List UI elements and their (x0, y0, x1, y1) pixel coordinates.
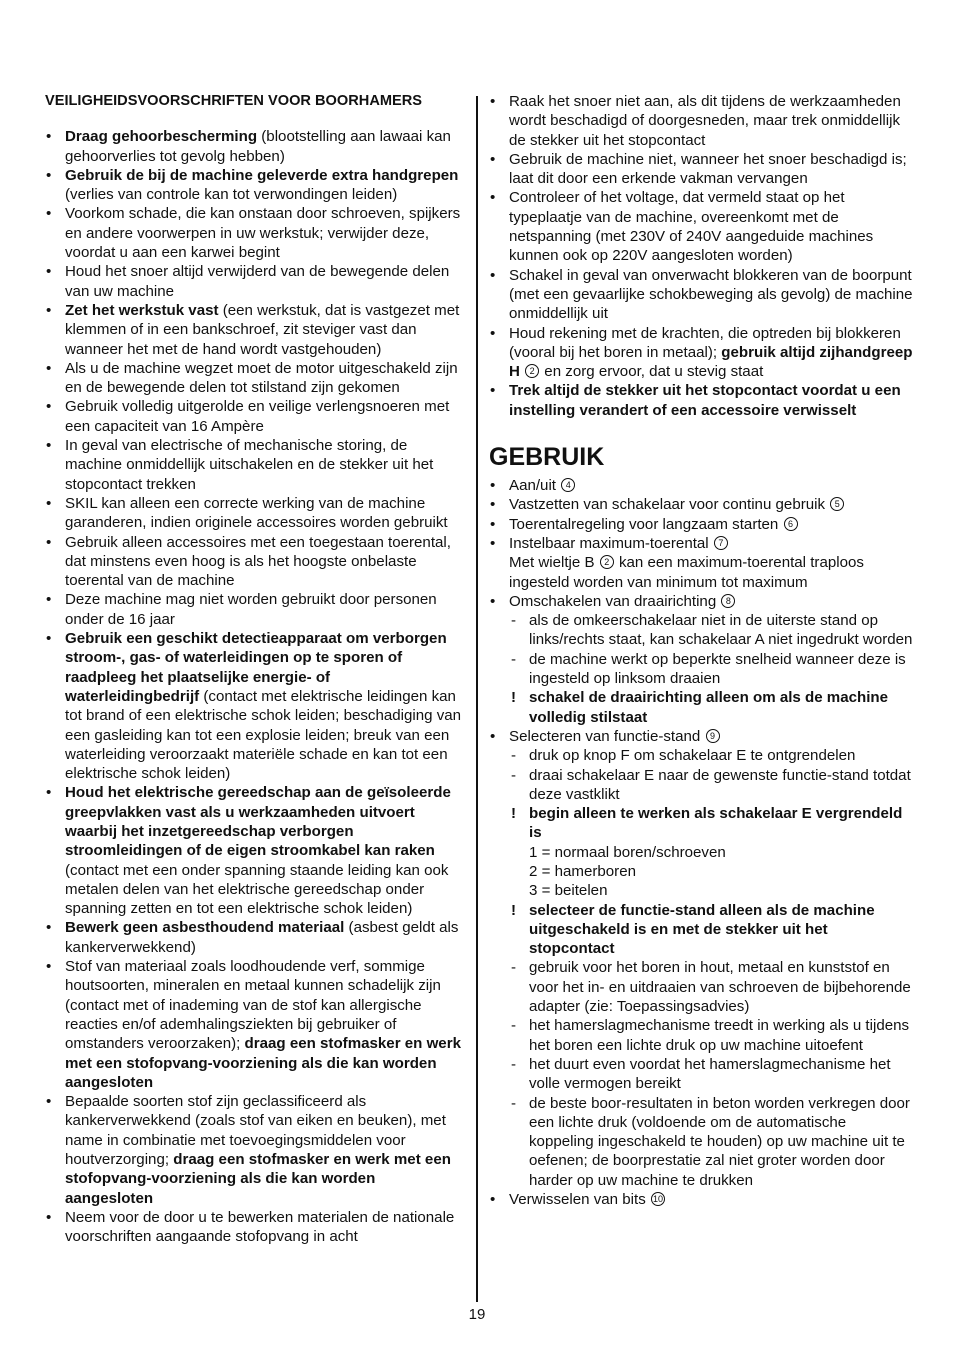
ref-number: 2 (600, 555, 614, 569)
list-item: • Schakel in geval van onverwacht blokkeren van de boorpunt (met een gevaarlijke schokbeweging als gevolg) de machine onmiddellijk uit (489, 266, 914, 324)
column-divider (476, 96, 478, 1302)
ref-number: 10 (652, 1194, 663, 1205)
ref-number: 6 (784, 517, 798, 531)
sub-item: - druk op knop F om schakelaar E te ontgrendelen (509, 746, 914, 765)
left-column (45, 92, 467, 1247)
ref-number: 5 (830, 497, 844, 511)
page-number: 19 (468, 1306, 486, 1323)
ref-number: 9 (706, 729, 720, 743)
list-item: • Gebruik alleen accessoires met een toegestaan toerental, dat minstens even hoog is als het hoogste onbelaste toerental van de machine (45, 533, 467, 591)
list-item: • Neem voor de door u te bewerken materialen de nationale voorschriften aangaande stofopvang in acht (45, 1208, 467, 1247)
list-item: • Omschakelen van draairichting 8 - als de omkeerschakelaar niet in de uiterste stand op links/rechts staat, kan schakelaar A niet ingedrukt worden - de machine werkt op beperkte snelheid wanneer deze is ingesteld op linksom draaien ! schakel de draairichting alleen om als de machine volledig stilstaat (489, 592, 914, 727)
list-item: • Houd het elektrische gereedschap aan de geïsoleerde greepvlakken vast als u werkzaamheden uitvoert waarbij het inzetgereedschap verborgen stroomleidingen of de eigen stroomkabel kan raken (contact met een onder spanning staande leiding kan ook metalen delen van het elektrische gereedschap onder spanning zetten en tot een elektrische schok leiden) (45, 783, 467, 918)
list-item: • Deze machine mag niet worden gebruikt door personen onder de 16 jaar (45, 590, 467, 629)
list-item: • Voorkom schade, die kan onstaan door schroeven, spijkers en andere voorwerpen in uw werkstuk; verwijder deze, voordat u aan een karwei begint (45, 204, 467, 262)
list-item: • Instelbaar maximum-toerental 7 Met wieltje B 2 kan een maximum-toerental traploos ingesteld worden van minimum tot maximum (489, 534, 914, 592)
list-item: • Gebruik de machine niet, wanneer het snoer beschadigd is; laat dit door een erkende vakman vervangen (489, 150, 914, 189)
sub-item: - als de omkeerschakelaar niet in de uiterste stand op links/rechts staat, kan schakelaar A niet ingedrukt worden (509, 611, 914, 650)
list-item: • Gebruik de bij de machine geleverde extra handgrepen (verlies van controle kan tot verwondingen leiden) (45, 166, 467, 205)
list-item: • Draag gehoorbescherming (blootstelling aan lawaai kan gehoorverlies tot gevolg hebben) (45, 127, 467, 166)
ref-number: 8 (721, 594, 735, 608)
list-item: • Houd rekening met de krachten, die optreden bij blokkeren (vooral bij het boren in metaal); gebruik altijd zijhandgreep H 2 en zorg ervoor, dat u stevig staat (489, 324, 914, 382)
sub-item: - gebruik voor het boren in hout, metaal en kunststof en voor het in- en uitdraaien van schroeven de bijbehorende adapter (zie: Toepassingsadvies) (509, 958, 914, 1016)
list-item: • Als u de machine wegzet moet de motor uitgeschakeld zijn en de bewegende delen tot stilstand zijn gekomen (45, 359, 467, 398)
list-item: • Aan/uit 4 (489, 476, 914, 495)
warning-item: ! selecteer de functie-stand alleen als de machine uitgeschakeld is en met de stekker uit het stopcontact (509, 901, 914, 959)
list-item: • SKIL kan alleen een correcte werking van de machine garanderen, indien originele accessoires worden gebruikt (45, 494, 467, 533)
safety-list (45, 127, 467, 1246)
safety-heading: VEILIGHEIDSVOORSCHRIFTEN VOOR BOORHAMERS (45, 93, 423, 109)
list-item: • Vastzetten van schakelaar voor continu gebruik 5 (489, 495, 914, 514)
list-item: • Controleer of het voltage, dat vermeld staat op het typeplaatje van de machine, overeenkomt met de netspanning (met 230V of 240V aangeduide machines kunnen ook op 220V aangesloten worden) (489, 188, 914, 265)
list-item: • Zet het werkstuk vast (een werkstuk, dat is vastgezet met klemmen of in een bankschroef, zit steviger vast dan wanneer het met de hand wordt vastgehouden) (45, 301, 467, 359)
list-item: • Trek altijd de stekker uit het stopcontact voordat u een instelling verandert of een accessoire verwisselt (489, 381, 914, 420)
sub-list (509, 746, 914, 1190)
sub-list (509, 611, 914, 727)
list-item: • Selecteren van functie-stand 9 - druk op knop F om schakelaar E te ontgrendelen - draai schakelaar E naar de gewenste functie-stand totdat deze vastklikt ! begin alleen te werken als schakelaar E vergrendeld is 1 = normaal boren/schroeven 2 = hamerboren 3 = beitelen ! selecteer de functie-stand alleen als de machine uitgeschakeld is en met de stekker uit het stopcontact - gebruik voor het boren in hout, metaal en kunststof en voor het in- en uitdraaien van schroeven de bijbehorende adapter (zie: Toepassingsadvies) - het hamerslagmechanisme treedt in werking als u tijdens het boren een lichte druk op uw machine uitoefent - het duurt even voordat het hamerslagmechanisme het volle vermogen bereikt - de beste boor-resultaten in beton worden verkregen door een lichte druk (voldoende om de automatische koppeling ingeschakeld te houden) op uw machine uit te oefenen; de boorprestatie zal niet groter worden door harder op uw machine te drukken (489, 727, 914, 1190)
gebruik-heading: GEBRUIK (489, 443, 605, 472)
ref-number: 4 (561, 478, 575, 492)
usage-list (489, 476, 914, 1209)
sub-item: - de beste boor-resultaten in beton worden verkregen door een lichte druk (voldoende om de automatische koppeling ingeschakeld te houden) op uw machine uit te oefenen; de boorprestatie zal niet groter worden door harder op uw machine te drukken (509, 1094, 914, 1190)
ref-number: 2 (525, 364, 539, 378)
sub-item: - draai schakelaar E naar de gewenste functie-stand totdat deze vastklikt (509, 766, 914, 805)
list-item: • Gebruik een geschikt detectieapparaat om verborgen stroom-, gas- of waterleidingen op te sporen of raadpleeg het plaatselijke energie- of waterleidingbedrijf (contact met elektrische leidingen kan tot brand of een elektrische schok leiden; beschadiging van een gasleiding kan tot een explosie leiden; breuk van een waterleiding veroorzaakt materiële schade en kan tot een elektrische schok leiden) (45, 629, 467, 783)
right-column (489, 92, 914, 1209)
safety-list-continued (489, 92, 914, 420)
sub-item: - het hamerslagmechanisme treedt in werking als u tijdens het boren een lichte druk op uw machine uitoefent (509, 1016, 914, 1055)
ref-number: 7 (714, 536, 728, 550)
list-item: • Bepaalde soorten stof zijn geclassificeerd als kankerverwekkend (zoals stof van eiken en beuken), met name in combinatie met toevoegingsmiddelen voor houtverzorging; draag een stofmasker en werk met een stofopvang-voorziening als die kan worden aangesloten (45, 1092, 467, 1208)
list-item: • Houd het snoer altijd verwijderd van de bewegende delen van uw machine (45, 262, 467, 301)
warning-item: ! schakel de draairichting alleen om als de machine volledig stilstaat (509, 688, 914, 727)
list-item: • Bewerk geen asbesthoudend materiaal (asbest geldt als kankerverwekkend) (45, 918, 467, 957)
list-item: • Gebruik volledig uitgerolde en veilige verlengsnoeren met een capaciteit van 16 Ampère (45, 397, 467, 436)
sub-item: - het duurt even voordat het hamerslagmechanisme het volle vermogen bereikt (509, 1055, 914, 1094)
list-item: • In geval van electrische of mechanische storing, de machine onmiddellijk uitschakelen en de stekker uit het stopcontact trekken (45, 436, 467, 494)
list-item: • Raak het snoer niet aan, als dit tijdens de werkzaamheden wordt beschadigd of doorgesneden, maar trek onmiddellijk de stekker uit het stopcontact (489, 92, 914, 150)
list-item: • Toerentalregeling voor langzaam starten 6 (489, 515, 914, 534)
list-item: • Verwisselen van bits 10 (489, 1190, 914, 1209)
warning-item: ! begin alleen te werken als schakelaar E vergrendeld is 1 = normaal boren/schroeven 2 = hamerboren 3 = beitelen (509, 804, 914, 900)
sub-item: - de machine werkt op beperkte snelheid wanneer deze is ingesteld op linksom draaien (509, 650, 914, 689)
list-item: • Stof van materiaal zoals loodhoudende verf, sommige houtsoorten, mineralen en metaal kunnen schadelijk zijn (contact met of inademing van de stof kan allergische reacties en/of ademhalingsziekten bij gebruiker of omstanders veroorzaken); draag een stofmasker en werk met een stofopvang-voorziening als die kan worden aangesloten (45, 957, 467, 1092)
